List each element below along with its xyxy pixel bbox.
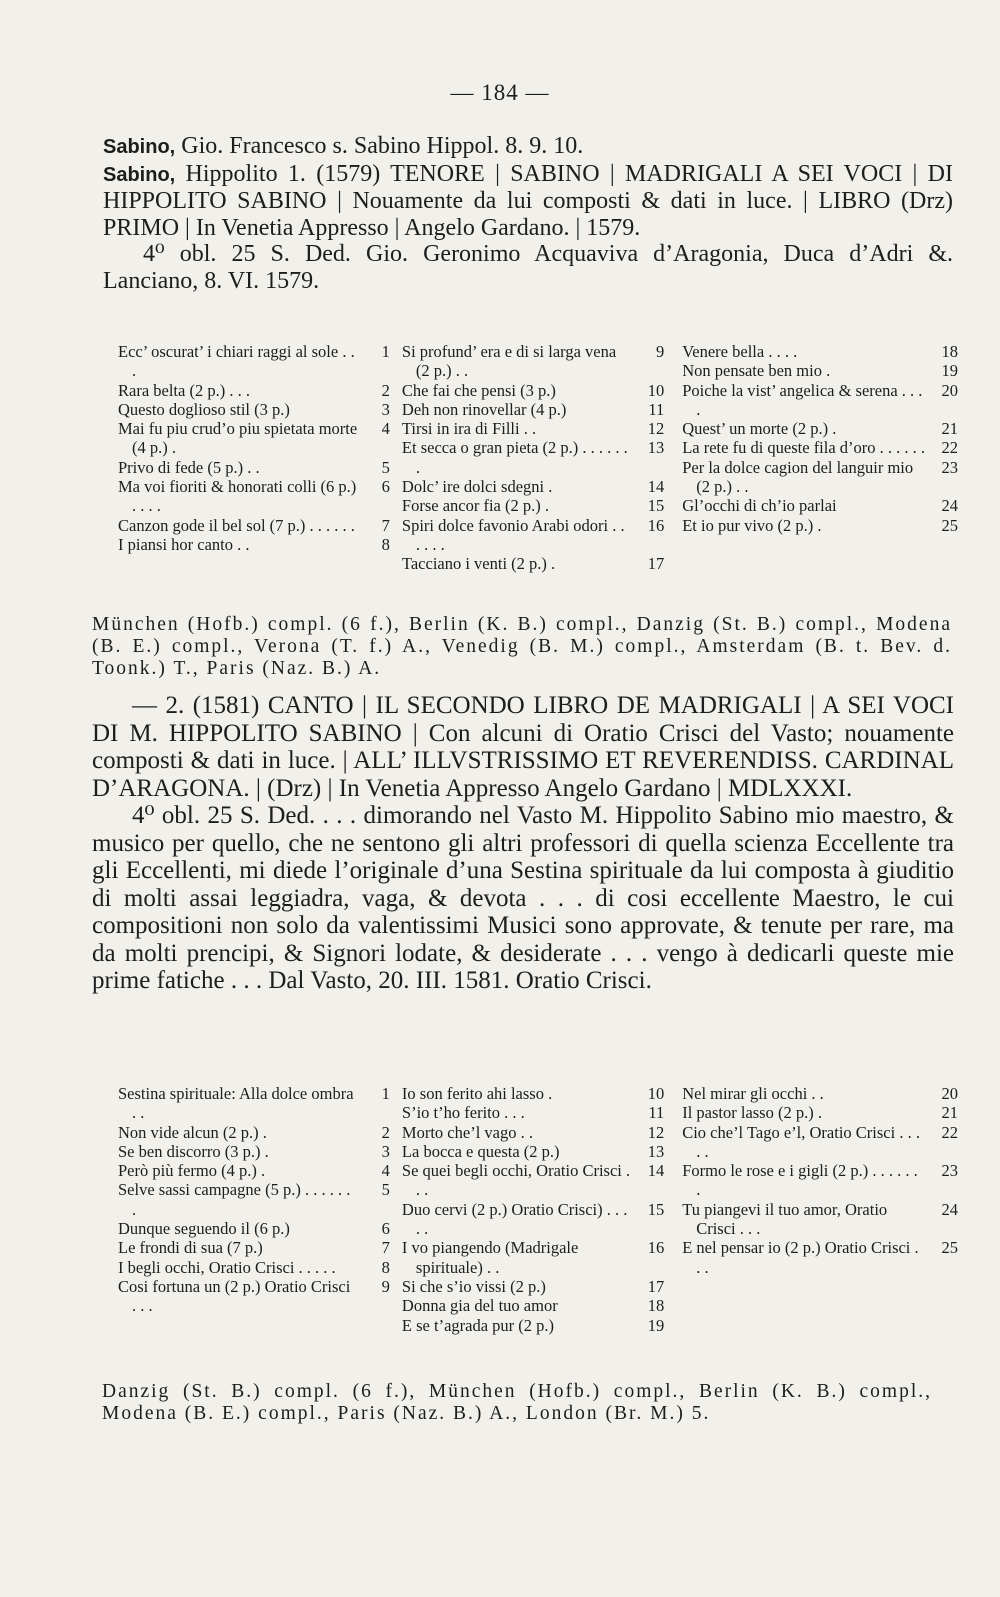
contents-entry (118, 1277, 390, 1316)
entry-title: Spiri dolce favonio Arabi odori . . . . . . (401, 515, 625, 554)
library-holdings-2: Danzig (St. B.) compl. (6 f.), München (Hofb.) compl., Berlin (K. B.) compl., Modena (B. E.) compl., Paris (Naz. B.) A., London (Br. M.) 5. (102, 1381, 932, 1424)
contents-entry (118, 419, 390, 458)
entry-number: 1 (381, 342, 390, 361)
entry-title: Et secca o gran pieta (2 p.) . . . . . . . (401, 438, 628, 477)
entry-title: E nel pensar io (2 p.) Oratio Crisci . . . (682, 1238, 919, 1277)
contents-entry (682, 496, 958, 515)
entry-title: Si profund’ era e di si larga vena (2 p.) . . (401, 342, 617, 381)
entry-number: 2 (381, 1122, 390, 1142)
entry-title: I begli occhi, Oratio Crisci . . . . . (118, 1257, 336, 1277)
contents-entry (682, 458, 958, 497)
contents-entry (118, 342, 390, 381)
entry-title: Quest’ un morte (2 p.) . (682, 419, 837, 439)
entry-number: 14 (647, 477, 665, 497)
contents-column (390, 1084, 664, 1335)
entry-number: 24 (941, 496, 958, 516)
contents-entry (682, 1103, 958, 1122)
page-number: — 184 — (450, 80, 550, 105)
contents-entry (402, 477, 664, 496)
contents-entry (402, 1084, 664, 1103)
contents-entry (402, 496, 664, 515)
entry-number: 18 (941, 342, 958, 361)
entry-title: Non vide alcun (2 p.) . (118, 1122, 267, 1142)
entry-number: 5 (381, 1180, 390, 1200)
entry-number: 25 (941, 1238, 958, 1258)
entry-number: 25 (941, 515, 958, 535)
entry-number: 19 (941, 361, 958, 381)
entry-number: 20 (941, 1084, 958, 1103)
entry-number: 14 (647, 1161, 665, 1181)
entry-title-1579: Sabino, Hippolito 1. (1579) TENORE | SABINO | MADRIGALI A SEI VOCI | DI HIPPOLITO SABINO | Nouamente da lui composti & dati in luce. | LIBRO (Drz) PRIMO | In Venetia Appresso | Angelo Gardano. | 1579. (103, 160, 953, 241)
entry-number: 20 (941, 380, 958, 400)
entry-number: 22 (941, 1122, 958, 1142)
entry-title: Ma voi fioriti & honorati colli (6 p.) . . . . (118, 477, 357, 516)
entry-number: 4 (381, 1161, 390, 1181)
entry-number: 8 (381, 1257, 390, 1277)
contents-entry (682, 381, 958, 420)
entry-number: 15 (647, 496, 665, 516)
entry-number: 6 (381, 1219, 390, 1239)
entry-title: Tacciano i venti (2 p.) . (401, 554, 556, 574)
entry-number: 11 (648, 399, 665, 419)
contents-entry (118, 458, 390, 477)
contents-entry (118, 1219, 390, 1238)
contents-entry (118, 1258, 390, 1277)
entry-number: 1 (381, 1084, 390, 1103)
contents-entry (682, 438, 958, 457)
entry-number: 13 (647, 1141, 665, 1161)
entry-title: Che fai che pensi (3 p.) (401, 380, 556, 400)
entry-title: Se ben discorro (3 p.) . (118, 1141, 269, 1161)
contents-entry (402, 1200, 664, 1239)
contents-entry (402, 1161, 664, 1200)
entry-title: Canzon gode il bel sol (7 p.) . . . . . . (118, 515, 355, 535)
entry-number: 15 (647, 1199, 665, 1219)
entry-number: 11 (648, 1103, 665, 1123)
entry-number: 16 (647, 515, 665, 535)
entry-title: Cio che’l Tago e’l, Oratio Crisci . . . . . (682, 1122, 920, 1161)
contents-entry (682, 1200, 958, 1239)
contents-entry (682, 516, 958, 535)
entry-title: Il pastor lasso (2 p.) . (682, 1103, 822, 1123)
entry-number: 8 (381, 534, 390, 554)
entry-title: Io son ferito ahi lasso . (401, 1084, 553, 1103)
contents-entry (118, 400, 390, 419)
entry-title: Per la dolce cagion del languir mio (2 p.) . . (682, 457, 914, 497)
entry-title: Deh non rinovellar (4 p.) (401, 399, 567, 419)
entry-number: 9 (655, 342, 665, 361)
entry-number: 12 (647, 1122, 665, 1142)
entry-sabino-1 (103, 133, 953, 294)
contents-entry (402, 342, 664, 381)
contents-column (664, 1084, 958, 1335)
contents-entry (682, 1161, 958, 1200)
entry-title: Venere bella . . . . (682, 342, 798, 361)
entry-title: Forse ancor fia (2 p.) . (401, 496, 549, 516)
entry-title: Selve sassi campagne (5 p.) . . . . . . . (118, 1180, 351, 1219)
contents-entry (402, 1103, 664, 1122)
entry-title: Le frondi di sua (7 p.) (118, 1238, 263, 1258)
entry-title: I vo piangendo (Madrigale spirituale) . . (401, 1238, 579, 1277)
contents-entry (402, 400, 664, 419)
entry-title: Privo di fede (5 p.) . . (118, 457, 260, 477)
entry-number: 22 (941, 438, 958, 458)
entry-title: Sestina spirituale: Alla dolce ombra . . (118, 1084, 354, 1123)
entry-title: Et io pur vivo (2 p.) . (682, 515, 822, 535)
contents-entry (402, 1238, 664, 1277)
entry-number: 4 (381, 419, 390, 439)
entry-title: Questo doglioso stil (3 p.) (118, 399, 290, 419)
entry-sabino-2 (92, 692, 954, 995)
entry-title: Cosi fortuna un (2 p.) Oratio Crisci . . . (118, 1276, 351, 1316)
entry-number: 23 (941, 457, 958, 477)
entry-title: Dolc’ ire dolci sdegni . (401, 477, 553, 497)
contents-entry (118, 381, 390, 400)
dedication-1579: 4⁰ obl. 25 S. Ded. Gio. Geronimo Acquaviva d’Aragonia, Duca d’Adri &. Lanciano, 8. VI. 1579. (103, 241, 953, 294)
entry-number: 10 (647, 1084, 665, 1103)
entry-line-gio-francesco: Sabino, Gio. Francesco s. Sabino Hippol. 8. 9. 10. (103, 133, 584, 159)
entry-number: 19 (647, 1315, 665, 1335)
contents-entry (118, 1161, 390, 1180)
entry-number: 3 (381, 1141, 390, 1161)
entry-number: 12 (647, 419, 665, 439)
entry-title: Rara belta (2 p.) . . . (118, 380, 250, 400)
entry-number: 7 (381, 1238, 390, 1258)
contents-column (118, 342, 390, 574)
contents-entry (118, 1238, 390, 1257)
entry-number: 24 (941, 1199, 958, 1219)
entry-title: I piansi hor canto . . (118, 534, 250, 554)
entry-number: 9 (381, 1276, 390, 1296)
contents-entry (402, 419, 664, 438)
entry-title: Donna gia del tuo amor (401, 1296, 558, 1316)
entry-number: 21 (941, 419, 958, 439)
contents-entry (118, 477, 390, 516)
entry-title: E se t’agrada pur (2 p.) (401, 1315, 555, 1335)
entry-number: 16 (647, 1238, 665, 1258)
contents-table-1 (118, 342, 958, 574)
contents-entry (402, 1277, 664, 1296)
entry-title: Se quei begli occhi, Oratio Crisci . . . (401, 1161, 631, 1200)
entry-title: Non pensate ben mio . (682, 361, 831, 381)
contents-entry (118, 1142, 390, 1161)
author-name: Sabino, (103, 163, 176, 186)
author-name: Sabino, (103, 136, 176, 158)
contents-entry (682, 1084, 958, 1103)
contents-entry (402, 1296, 664, 1315)
entry-number: 21 (941, 1103, 958, 1123)
entry-title: Formo le rose e i gigli (2 p.) . . . . . . . (682, 1161, 918, 1200)
contents-entry (402, 554, 664, 573)
contents-entry (118, 1084, 390, 1123)
entry-title: Gl’occhi di ch’io parlai (682, 496, 837, 516)
entry-number: 10 (647, 380, 665, 400)
entry-title: La bocca e questa (2 p.) (401, 1141, 560, 1161)
entry-number: 3 (381, 399, 390, 419)
contents-entry (402, 516, 664, 555)
contents-entry (118, 1123, 390, 1142)
entry-title: Duo cervi (2 p.) Oratio Crisci) . . . . . (401, 1199, 628, 1239)
contents-column (390, 342, 664, 574)
contents-column (664, 342, 958, 574)
entry-title-1581: — 2. (1581) CANTO | IL SECONDO LIBRO DE MADRIGALI | A SEI VOCI DI M. HIPPOLITO SABINO | Con alcuni di Oratio Crisci del Vasto; nouamente composti & dati in luce. | ALL’ ILLVSTRISSIMO ET REVERENDISS. CARDINAL D’ARAGONA. | (Drz) | In Venetia Appresso Angelo Gardano | MDLXXXI. (92, 692, 954, 802)
entry-title: Tu piangevi il tuo amor, Oratio Crisci . . . (682, 1199, 888, 1239)
entry-title: Nel mirar gli occhi . . (682, 1084, 824, 1103)
contents-entry (402, 381, 664, 400)
contents-entry (402, 1142, 664, 1161)
contents-entry (118, 535, 390, 554)
entry-title: Si che s’io vissi (2 p.) (401, 1276, 546, 1296)
contents-entry (682, 419, 958, 438)
contents-table-2 (118, 1084, 958, 1335)
entry-title: Mai fu piu crud’o piu spietata morte (4 p.) . (118, 419, 358, 458)
contents-entry (118, 516, 390, 535)
contents-entry (402, 1123, 664, 1142)
entry-number: 2 (381, 380, 390, 400)
entry-title: Poiche la vist’ angelica & serena . . . . (682, 380, 923, 419)
contents-entry (402, 1316, 664, 1335)
entry-title: La rete fu di queste fila d’oro . . . . . . (682, 438, 926, 458)
contents-entry (682, 1123, 958, 1162)
entry-title: S’io t’ho ferito . . . (401, 1103, 525, 1123)
entry-number: 18 (647, 1296, 665, 1316)
contents-entry (682, 342, 958, 361)
library-holdings-1: München (Hofb.) compl. (6 f.), Berlin (K. B.) compl., Danzig (St. B.) compl., Modena (B. E.) compl., Verona (T. f.) A., Venedig (B. M.) compl., Amsterdam (B. t. Bev. d. Toonk.) T., Paris (Naz. B.) A. (92, 614, 952, 679)
entry-title: Dunque seguendo il (6 p.) (118, 1219, 290, 1239)
entry-number: 5 (381, 457, 390, 477)
contents-entry (402, 438, 664, 477)
entry-title: Ecc’ oscurat’ i chiari raggi al sole . . . (118, 342, 355, 381)
entry-number: 17 (647, 1276, 665, 1296)
entry-number: 6 (381, 477, 390, 497)
contents-entry (682, 361, 958, 380)
contents-entry (682, 1238, 958, 1277)
contents-column (118, 1084, 390, 1335)
entry-number: 7 (381, 515, 390, 535)
entry-title: Tirsi in ira di Filli . . (401, 419, 537, 439)
entry-number: 23 (941, 1161, 958, 1181)
entry-number: 17 (647, 554, 665, 574)
entry-title: Però più fermo (4 p.) . (118, 1161, 266, 1181)
entry-title: Morto che’l vago . . (401, 1122, 533, 1142)
contents-entry (118, 1180, 390, 1219)
entry-number: 13 (647, 438, 665, 458)
dedication-1581: 4⁰ obl. 25 S. Ded. . . . dimorando nel Vasto M. Hippolito Sabino mio maestro, & musico per quello, che ne sentono gli altri professori di quella scienza Eccellente tra gli Eccellenti, mi diede l’originale d’una Sestina spirituale da lui composta à giuditio di molti assai leggiadra, vaga, & devota . . . di cosi eccellente Maestro, le cui compositioni non solo da valentissimi Musici sono approvate, & tenute per rare, ma da molti prencipi, & Signori lodate, & desiderate . . . vengo à dedicarli queste mie prime fatiche . . . Dal Vasto, 20. III. 1581. Oratio Crisci. (92, 802, 954, 994)
